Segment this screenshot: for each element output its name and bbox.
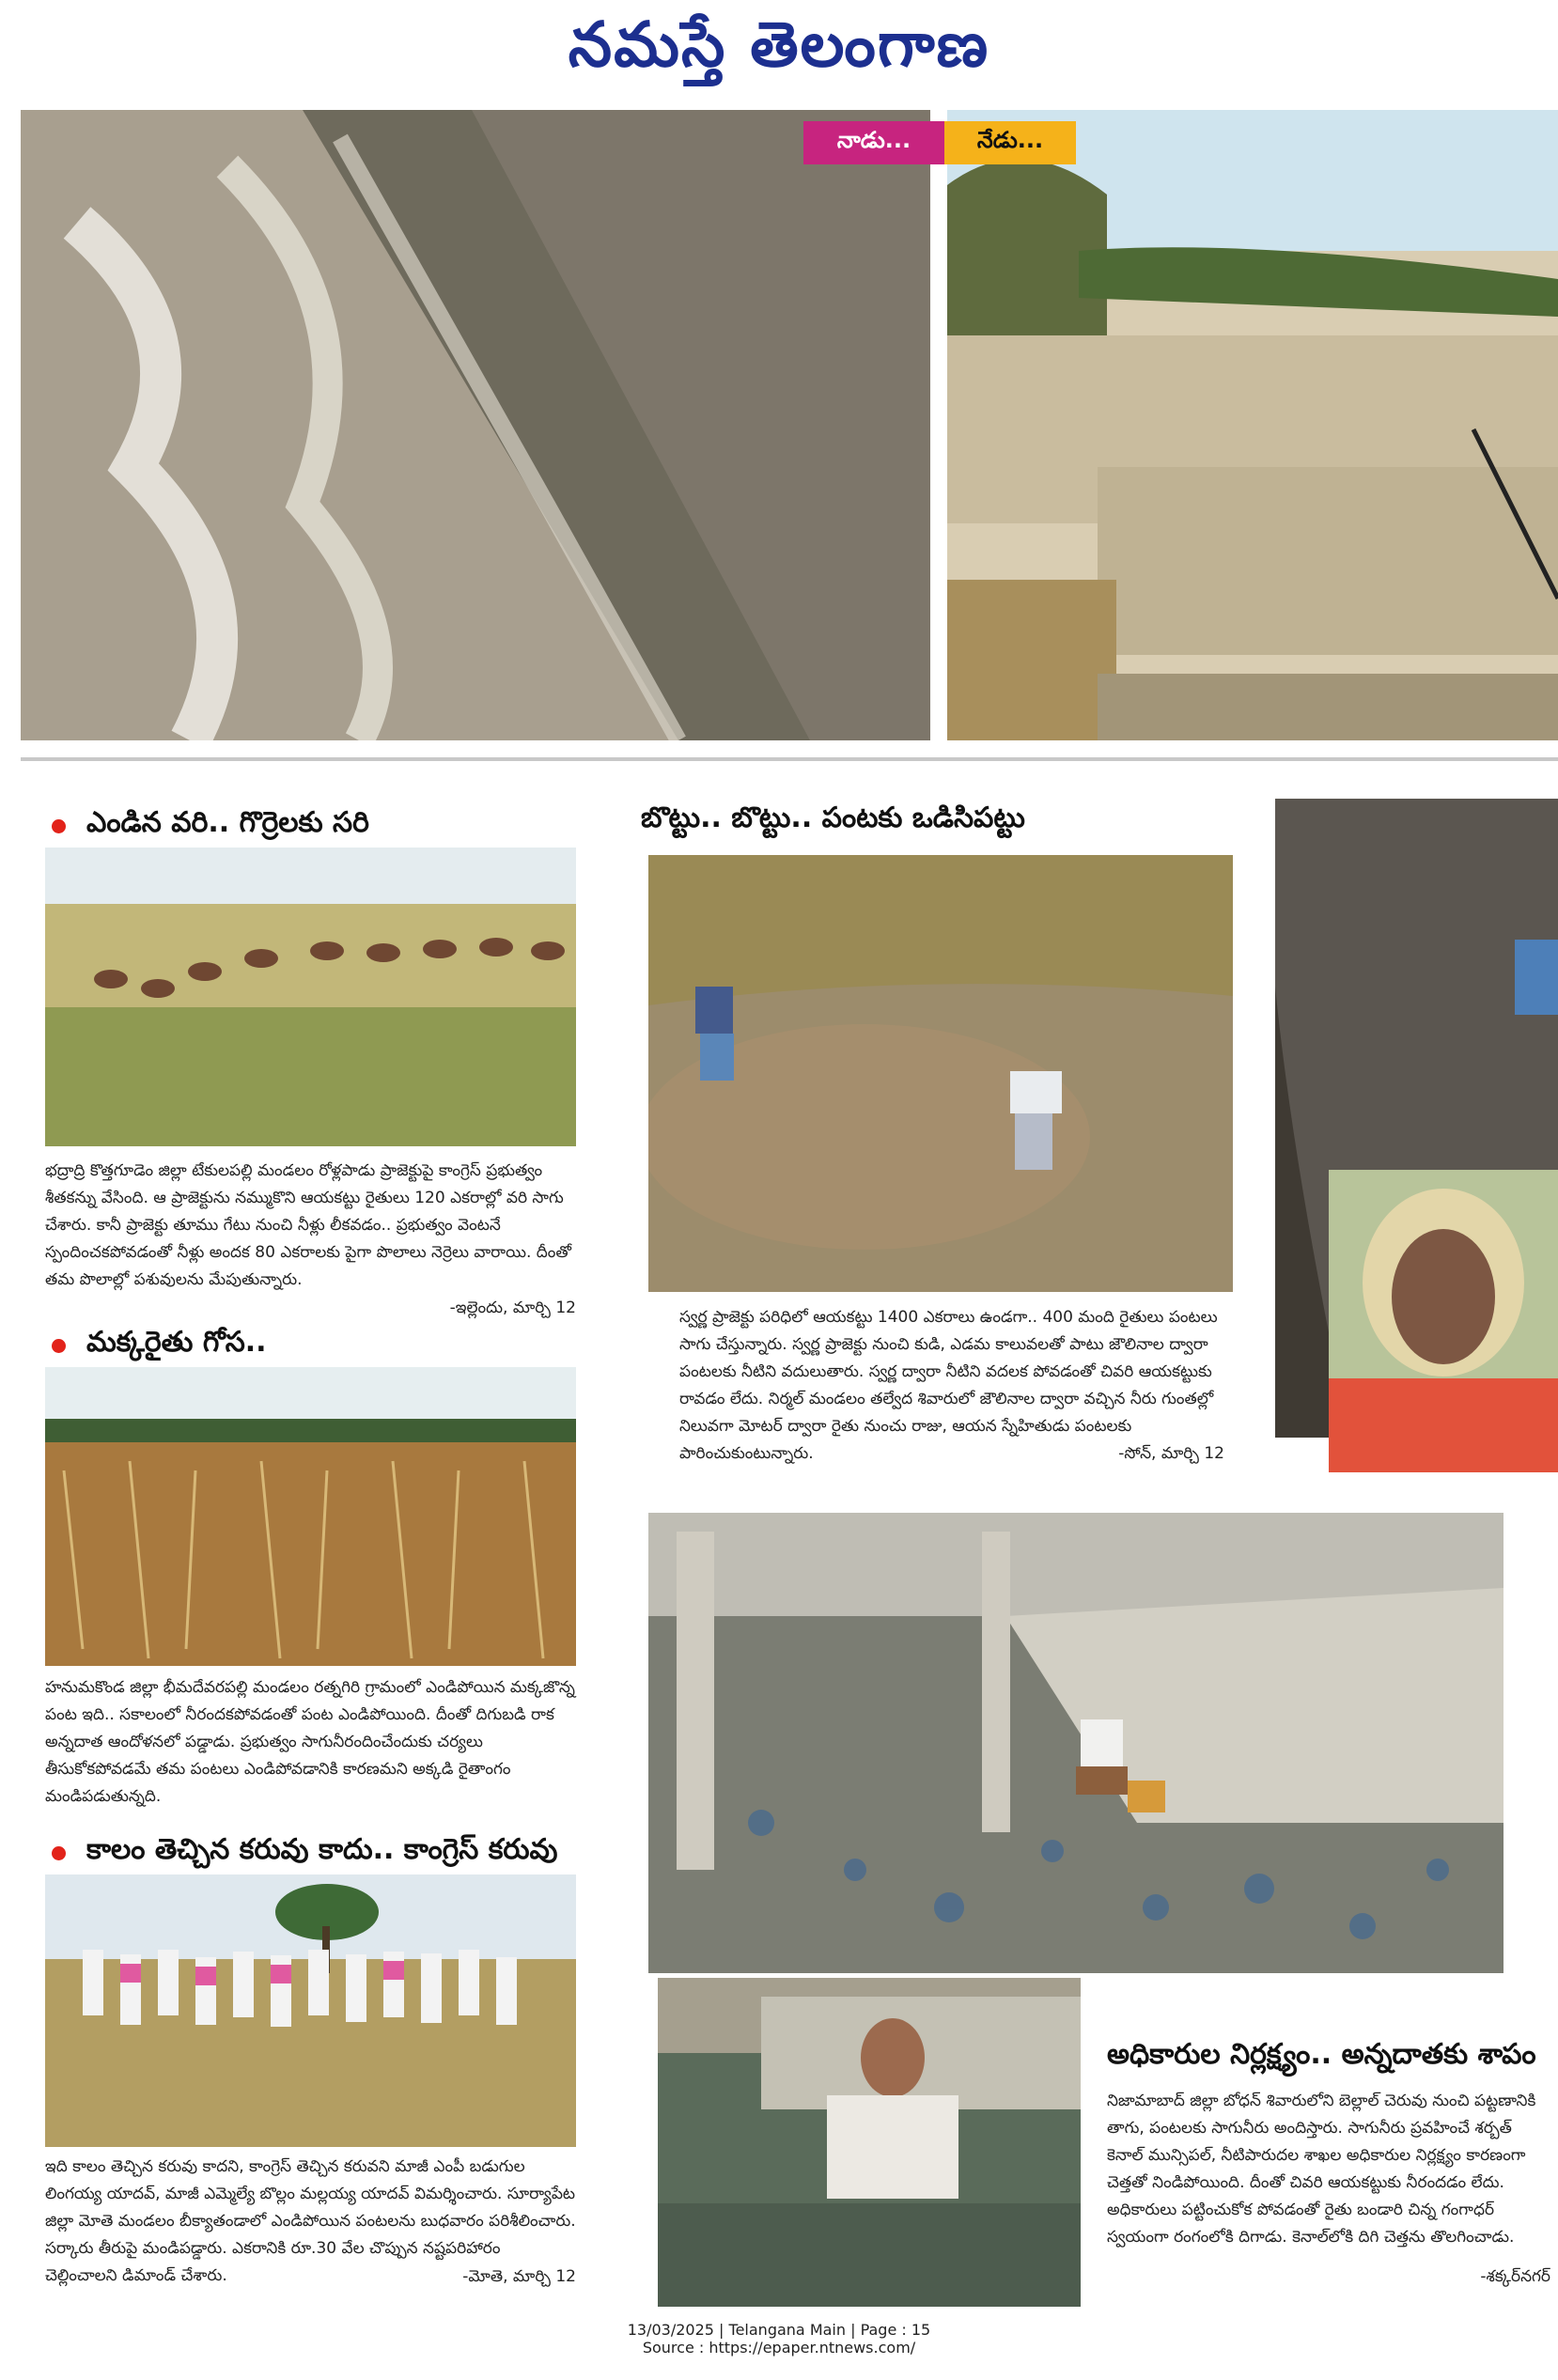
article4-body: స్వర్ణ ప్రాజెక్టు పరిధిలో ఆయకట్టు 1400 ఎకరాలు ఉండగా.. 400 మంది రైతులు పంటలు సాగు చేస్తున్నారు. స్వర్ణ ప్రాజెక్టు నుంచి కుడి, ఎడమ కాలువలతో పాటు జౌలినాల ద్వారా పంటలకు నీటిని వదులుతారు. స్వర్ణ ద్వారా నీటిని వదలక పోవడంతో చివరి ఆయకట్టుకు రావడం లేదు. నిర్మల్ మండలం తల్వేద శివారులో జౌలినాల ద్వారా వచ్చిన నీరు గుంతల్లో నిలువగా మోటర్ ద్వారా రైతు నుంచు రాజు, ఆయన స్నేహితుడు పంటలకు పారించుకుంటున్నారు. (679, 1308, 1218, 1463)
photo-garbage-canal (648, 1513, 1503, 1973)
article4-headline-text: బొట్టు.. బొట్టు.. పంటకు ఒడిసిపట్టు (641, 801, 1025, 834)
article3-headline-text: కాలం తెచ్చిన కరువు కాదు.. కాంగ్రెస్ కరువు (86, 1833, 558, 1866)
article5-headline (1107, 2037, 1558, 2078)
bullet-icon (52, 1339, 66, 1353)
article4-headline (641, 801, 1223, 842)
article1-headline-text: ఎండిన వరి.. గొర్రెలకు సరి (86, 806, 369, 839)
article5-credit: -శక్కర్‌నగర్ (1480, 2267, 1550, 2286)
article3-credit: -మోతె, మార్చి 12 (462, 2267, 576, 2286)
footer (0, 2321, 1558, 2357)
article1-headline (52, 805, 597, 847)
photo-sheep-grazing (45, 848, 576, 1146)
article2-headline-text: మక్కరైతు గోస.. (86, 1326, 267, 1359)
photo-farmers-in-water (648, 855, 1233, 1292)
article5-headline-text: అధికారుల నిర్లక్ష్యం.. అన్నదాతకు శాపం (1107, 2038, 1536, 2071)
then-now-ribbon (803, 121, 1076, 164)
photo-farmer-portrait (1329, 1170, 1558, 1472)
photo-dried-maize (45, 1367, 576, 1666)
masthead (0, 0, 1558, 103)
masthead-title: నమస్తే తెలంగాణ (568, 8, 990, 81)
article1-body: భద్రాద్రి కొత్తగూడెం జిల్లా టేకులపల్లి మండలం రోళ్లపాడు ప్రాజెక్టుపై కాంగ్రెస్ ప్రభుత్వం శీతకన్ను వేసింది. ఆ ప్రాజెక్టును నమ్ముకొని ఆయకట్టు రైతులు 120 ఎకరాల్లో వరి సాగు చేశారు. కానీ ప్రాజెక్టు తూము గేటు నుంచి నీళ్లు లీకవడం.. ప్రభుత్వం వెంటనే స్పందించకపోవడంతో నీళ్లు అందక 80 ఎకరాలకు పైగా పొలాలు నెర్రెలు వారాయి. దీంతో తమ పొలాల్లో పశువులను మేపుతున్నారు. (45, 1161, 571, 1289)
article3-body: ఇది కాలం తెచ్చిన కరువు కాదని, కాంగ్రెస్ తెచ్చిన కరువని మాజీ ఎంపీ బడుగుల లింగయ్య యాదవ్, మాజీ ఎమ్మెల్యే బొల్లం మల్లయ్య యాదవ్ విమర్శించారు. సూర్యాపేట జిల్లా మోతె మండలం బీక్యాతండాలో ఎండిపోయిన పంటలను బుధవారం పరిశీలించారు. సర్కారు తీరుపై మండిపడ్డారు. ఎకరానికి రూ.30 వేల చొప్పున నష్టపరిహారం చెల్లించాలని డిమాండ్ చేశారు. (45, 2157, 576, 2285)
photo-farmer-in-canal (658, 1978, 1081, 2307)
footer-source-link[interactable]: Source : https://epaper.ntnews.com/ (642, 2339, 916, 2357)
article4-credit: -సోన్, మార్చి 12 (1118, 1444, 1224, 1463)
article1-credit: -ఇల్లెందు, మార్చి 12 (449, 1299, 576, 1317)
section-divider (21, 757, 1558, 761)
photo-dry-canal (947, 110, 1558, 740)
article3-headline (52, 1832, 597, 1874)
article2-body: హనుమకొండ జిల్లా భీమదేవరపల్లి మండలం రత్నగిరి గ్రామంలో ఎండిపోయిన మక్కజొన్న పంట ఇది.. సకాలంలో నీరందకపోవడంతో పంట ఎండిపోయింది. దీంతో దిగుబడి రాక అన్నదాత ఆందోళనలో పడ్డాడు. ప్రభుత్వం సాగునీరందించేందుకు చర్యలు తీసుకోకపోవడమే తమ పంటలు ఎండిపోవడానికి కారణమని అక్కడి రైతాంగం మండిపడుతున్నది. (45, 1678, 575, 1806)
bullet-icon (52, 1846, 66, 1860)
article2-headline (52, 1325, 597, 1366)
footer-date-line: 13/03/2025 | Telangana Main | Page : 15 (627, 2321, 931, 2339)
bullet-icon (52, 819, 66, 833)
article5-body: నిజామాబాద్ జిల్లా బోధన్ శివారులోని బెల్లాల్ చెరువు నుంచి పట్టణానికి తాగు, పంటలకు సాగునీరు అందిస్తారు. సాగునీరు ప్రవహించే శర్బత్ కెనాల్ మున్సిపల్, నీటిపారుదల శాఖల అధికారుల నిర్లక్ష్యం కారణంగా చెత్తతో నిండిపోయింది. దీంతో చివరి ఆయకట్టుకు నీరందడం లేదు. అధికారులు పట్టించుకోక పోవడంతో రైతు బండారి చిన్న గంగాధర్ స్వయంగా రంగంలోకి దిగాడు. కెనాల్‌లోకి దిగి చెత్తను తొలగించాడు. (1107, 2092, 1536, 2247)
photo-dam-overflow (21, 110, 930, 740)
label-then: నాడు... (803, 121, 944, 164)
label-now: నేడు... (944, 121, 1076, 164)
photo-leaders-in-field (45, 1874, 576, 2147)
